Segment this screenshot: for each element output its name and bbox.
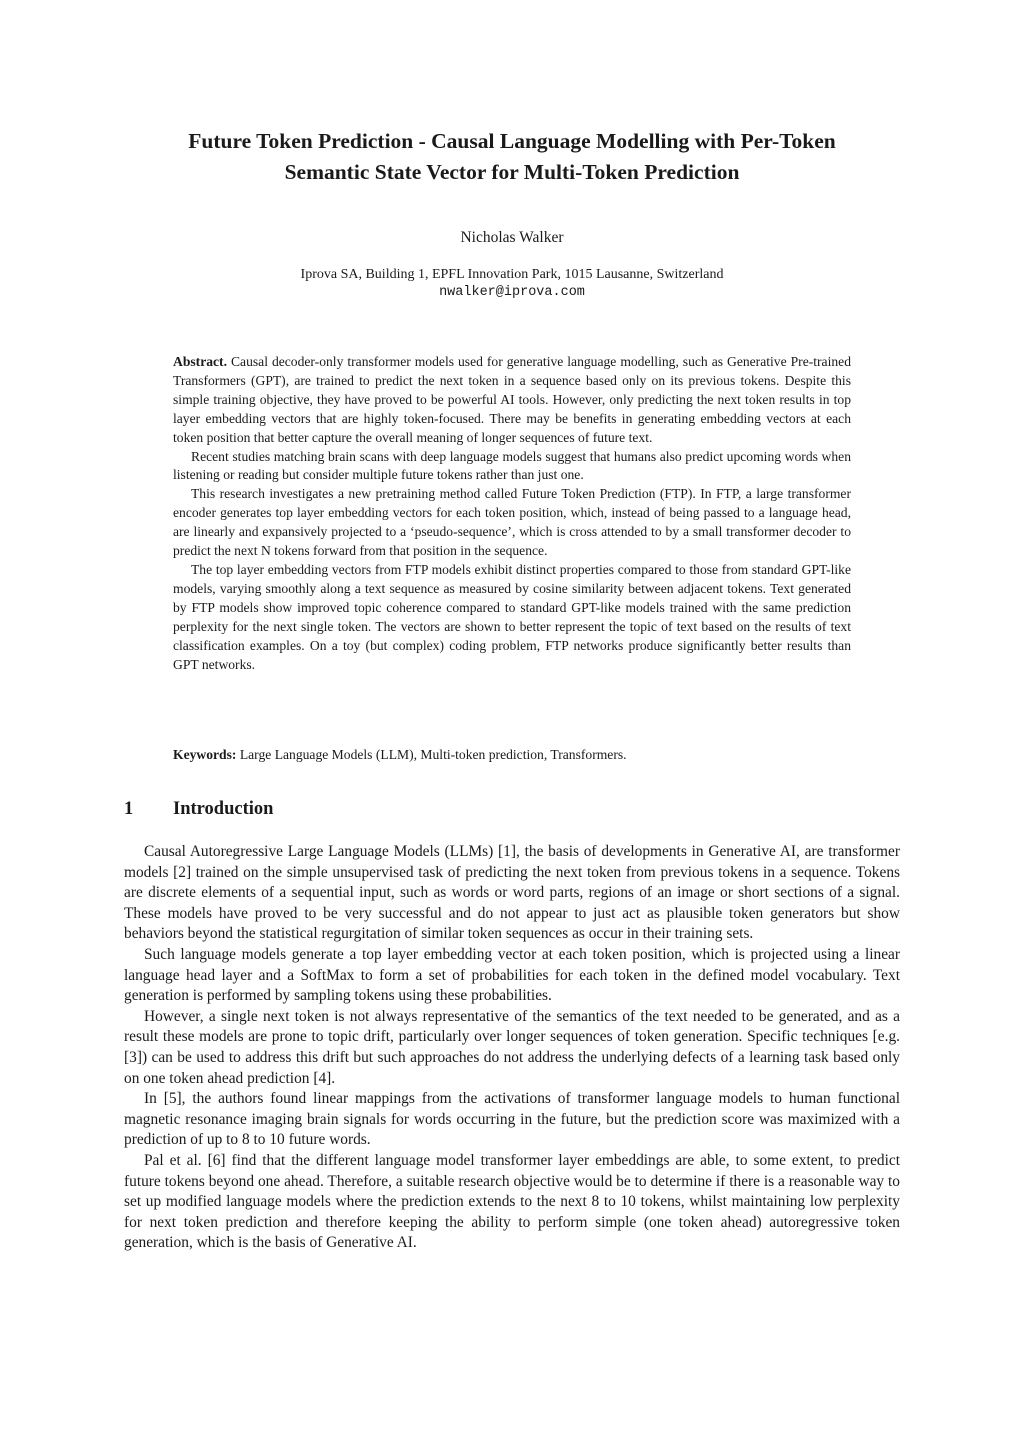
body-paragraph: However, a single next token is not always representative of the semantics of the text needed to be generated, and as a result these models are prone to topic drift, particularly over longer sequences of token generation. Specific techniques [e.g. [3]) can be used to address this drift but such approaches do not address the underlying defects of a learning task based only on one token ahead prediction [4]. [124,1007,900,1087]
keywords [173,745,851,764]
title-line-2: Semantic State Vector for Multi-Token Prediction [284,160,740,184]
abstract-paragraph-4: The top layer embedding vectors from FTP models exhibit distinct properties compared to those from standard GPT-like models, varying smoothly along a text sequence as measured by cosine similarity between adjacent tokens. Text generated by FTP models show improved topic coherence compared to standard GPT-like models trained with the same prediction perplexity for the next single token. The vectors are shown to better represent the topic of text based on the results of text classification examples. On a toy (but complex) coding problem, FTP networks produce significantly better results than GPT networks. [173,561,851,672]
abstract-paragraph-1-text: Causal decoder-only transformer models used for generative language modelling, such as Generative Pre-trained Transformers (GPT), are trained to predict the next token in a sequence based only on its previous tokens. Despite this simple training objective, they have proved to be powerful AI tools. However, only predicting the next token results in top layer embedding vectors that are highly token-focused. There may be benefits in generating embedding vectors at each token position that better capture the overall meaning of longer sequences of future text. [173,354,851,445]
author-affiliation: Iprova SA, Building 1, EPFL Innovation Park, 1015 Lausanne, Switzerland [300,267,724,282]
body-paragraph: Causal Autoregressive Large Language Models (LLMs) [1], the basis of developments in Generative AI, are transformer models [2] trained on the simple unsupervised task of predicting the next token from previous tokens in a sequence. Tokens are discrete elements of a sequential input, such as words or word parts, regions of an image or short sections of a signal. These models have proved to be very successful and do not appear to just act as plausible token generators but show behaviors beyond the statistical regurgitation of similar token sequences as occur in their training sets. [124,843,900,943]
section-number: 1 [124,799,134,819]
abstract-paragraph-2: Recent studies matching brain scans with deep language models suggest that humans also predict upcoming words when listening or reading but consider multiple future tokens rather than just one. [173,448,851,483]
body-paragraph: In [5], the authors found linear mappings from the activations of transformer language models to human functional magnetic resonance imaging brain signals for words occurring in the future, but the prediction score was maximized with a prediction of up to 8 to 10 future words. [124,1090,900,1149]
abstract-label: Abstract. [173,354,227,369]
keywords-label: Keywords: [173,747,237,762]
body-paragraph: Such language models generate a top layer embedding vector at each token position, which is projected using a linear language head layer and a SoftMax to form a set of probabilities for each token in the defined model vocabulary. Text generation is performed by sampling tokens using these probabilities. [124,945,900,1005]
title-line-1: Future Token Prediction - Causal Language Modelling with Per-Token [188,129,836,153]
author-email: nwalker@iprova.com [439,285,585,300]
keywords-text: Large Language Models (LLM), Multi-token prediction, Transformers. [239,747,627,762]
section-title: Introduction [173,799,274,819]
author-name: Nicholas Walker [460,229,564,246]
paper-title [100,126,924,188]
abstract-paragraph-1 [173,353,851,448]
introduction-body [124,842,900,1254]
abstract [173,353,851,674]
section-heading-introduction [124,797,273,821]
abstract-paragraph-3: This research investigates a new pretraining method called Future Token Prediction (FTP). In FTP, a large transformer encoder generates top layer embedding vectors for each token position, which, instead of being passed to a language head, are linearly and expansively projected to a ‘pseudo-sequence’, which is cross attended to by a small transformer decoder to predict the next N tokens forward from that position in the sequence. [173,486,851,559]
body-paragraph: Pal et al. [6] find that the different language model transformer layer embeddings are able, to some extent, to predict future tokens beyond one ahead. Therefore, a suitable research objective would be to determine if there is a reasonable way to set up modified language models where the prediction extends to the next 8 to 10 tokens, whilst maintaining low perplexity for next token prediction and therefore keeping the ability to perform simple (one token ahead) autoregressive token generation, which is the basis of Generative AI. [124,1151,900,1252]
